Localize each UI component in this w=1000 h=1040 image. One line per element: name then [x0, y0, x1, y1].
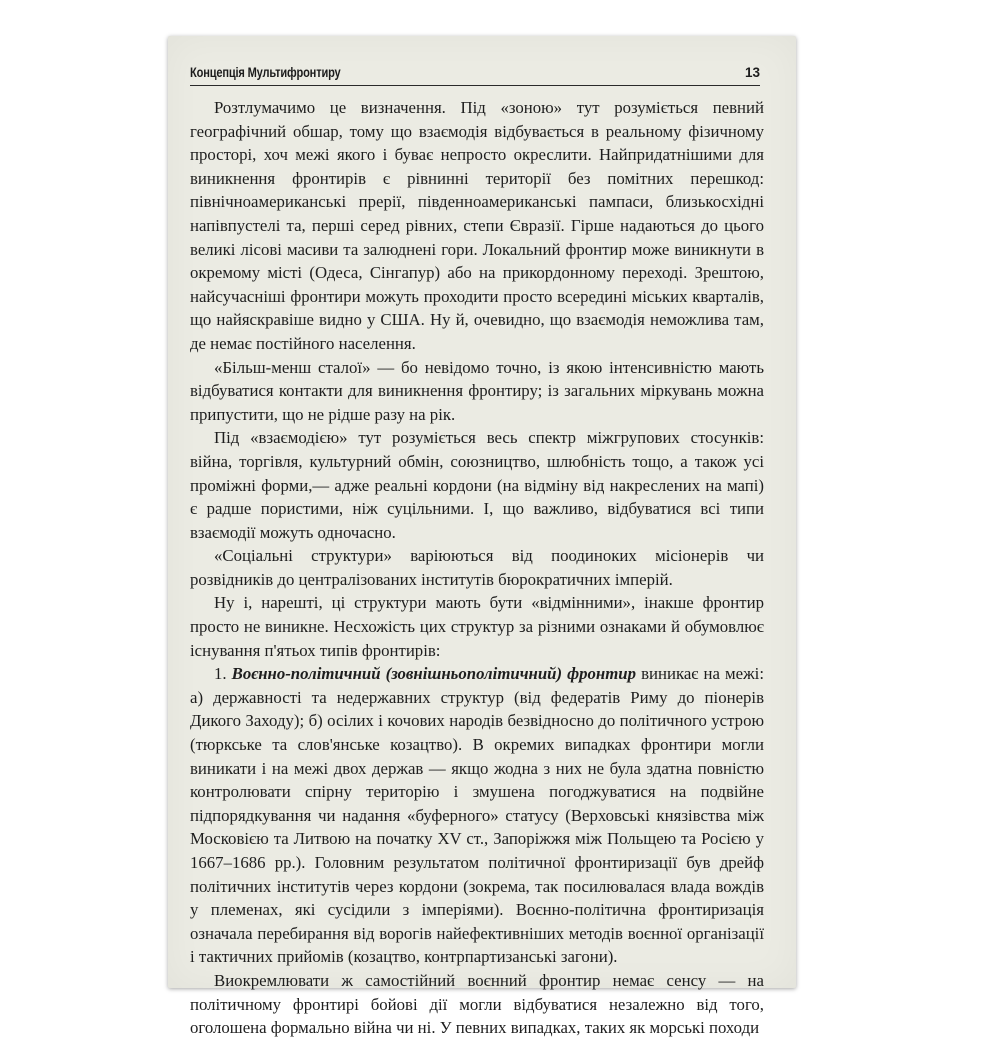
- book-page: [168, 36, 796, 1038]
- frontier-type-term: Воєнно-політичний (зовнішньополітичний) фронтир: [231, 664, 637, 684]
- list-number: 1.: [214, 664, 232, 684]
- paragraph: «Більш-менш сталої» — бо невідомо точно, із якою інтенсивністю мають відбуватися контакти для виникнення фронтиру; із загальних міркувань можна припустити, що не рідше разу на рік.: [190, 357, 764, 424]
- body-text: [190, 96, 764, 1040]
- paragraph: [190, 662, 764, 969]
- paragraph: Виокремлювати ж самостійний воєнний фронтир немає сенсу — на політичному фронтирі бойові дії могли відбуватися незалежно від того, оголошена формально війна чи ні. У певних випадках, таких як морські походи: [190, 970, 764, 1038]
- paragraph: «Соціальні структури» варіюються від поодиноких місіонерів чи розвідників до централізованих інститутів бюрократичних імперій.: [190, 546, 764, 589]
- page-header: [190, 65, 760, 86]
- paragraph-text: виникає на межі: а) державності та недержавних структур (від федератів Риму до піонерів Дикого Заходу); б) осілих і кочових народів безвідносно до політичного устрою (тюркське та слов'янське козацтво). В окремих випадках фронтири могли виникати і на межі двох держав — якщо жодна з них не була здатна повністю контролювати спірну територію і змушена погоджуватися на подвійне підпорядкування чи надання «буферного» статусу (Верховські князівства між Московією та Литвою на початку XV ст., Запоріжжя між Польщею та Росією у 1667–1686 рр.). Головним результатом політичної фронтиризації був дрейф політичних інститутів через кордони (зокрема, так посилювалася влада вождів у племенах, які сусідили з імперіями). Воєнно-політична фронтиризація означала перебирання від ворогів найефективніших методів воєнної організації і тактичних прийомів (козацтво, контрпартизанські загони).: [190, 664, 765, 967]
- paragraph: Розтлумачимо це визначення. Під «зоною» тут розуміється певний географічний обшар, тому що взаємодія відбувається в реальному фізичному просторі, хоч межі якого і буває непросто окреслити. Найпридатнішими для виникнення фронтирів є рівнинні території без помітних перешкод: північноамериканські прерії, південноамериканські пампаси, близькосхідні напівпустелі та, перші серед рівних, степи Євразії. Гірше надаються до цього великі лісові масиви та залюднені гори. Локальний фронтир може виникнути в окремому місті (Одеса, Сінгапур) або на прикордонному переході. Зрештою, найсучасніші фронтири можуть проходити просто всередині міських кварталів, що найяскравіше видно у США. Ну й, очевидно, що взаємодія неможлива там, де немає постійного населення.: [190, 98, 764, 353]
- page-number: 13: [744, 65, 760, 80]
- paragraph: Ну і, нарешті, ці структури мають бути «відмінними», інакше фронтир просто не виникне. Несхожість цих структур за різними ознаками й обумовлює існування п'ятьох типів фронтирів:: [190, 593, 764, 660]
- running-title: Концепція Мультифронтиру: [190, 65, 341, 80]
- paragraph: Під «взаємодією» тут розуміється весь спектр міжгрупових стосунків: війна, торгівля, культурний обмін, союзництво, шлюбність тощо, а також усі проміжні форми,— адже реальні кордони (на відміну від накреслених на мапі) є радше пористими, ніж суцільними. І, що важливо, відбуватися всі типи взаємодії можуть одночасно.: [190, 428, 764, 542]
